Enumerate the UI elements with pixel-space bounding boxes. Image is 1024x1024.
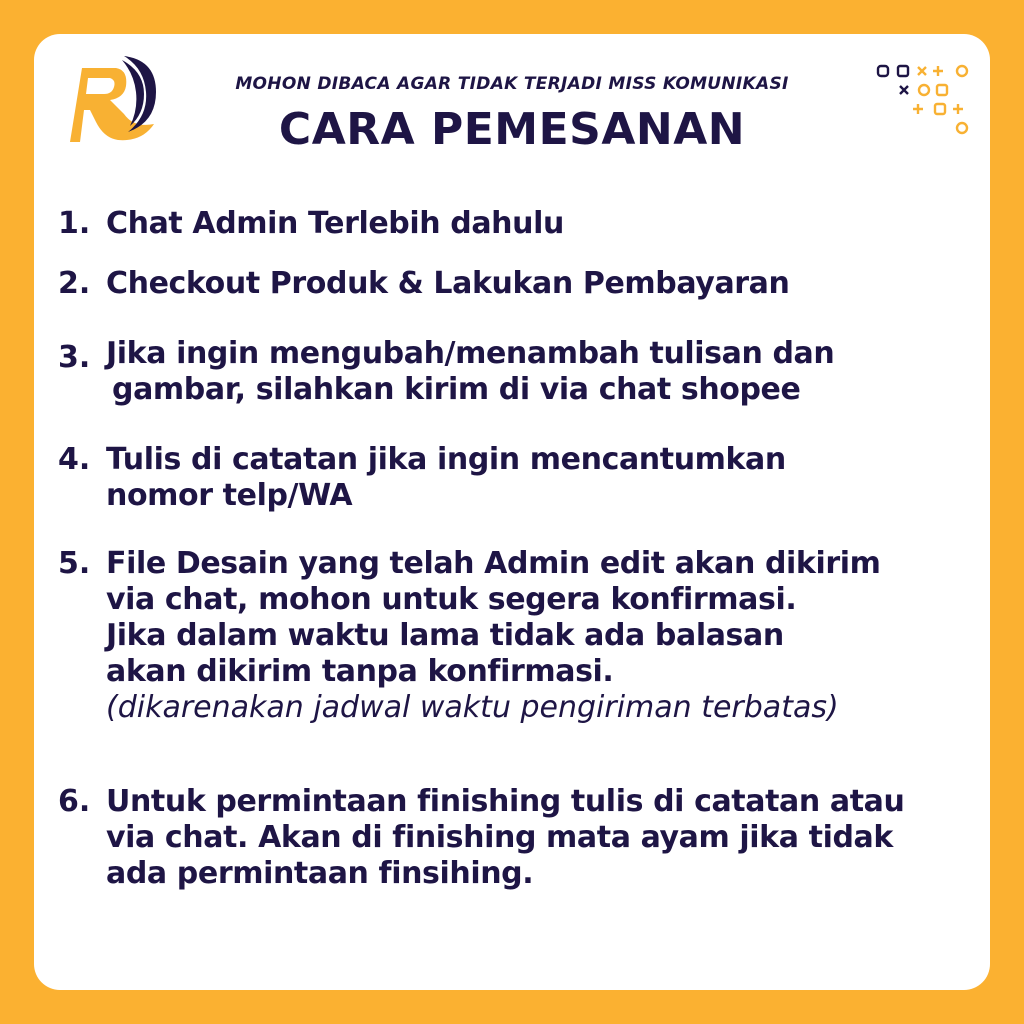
step-text xyxy=(106,784,976,892)
step-line: akan dikirim tanpa konfirmasi. xyxy=(106,654,614,689)
step-note: (dikarenakan jadwal waktu pengiriman terbatas) xyxy=(106,690,839,725)
step-text xyxy=(106,266,976,302)
step-line: ada permintaan finsihing. xyxy=(106,856,534,891)
step-text xyxy=(106,206,976,242)
step-line: via chat, mohon untuk segera konfirmasi. xyxy=(106,582,797,617)
step-number: 2. xyxy=(58,266,91,301)
shapes-pattern-icon xyxy=(872,60,976,140)
step-text xyxy=(106,336,976,408)
step-line: Tulis di catatan jika ingin mencantumkan xyxy=(106,442,786,477)
brand-logo-icon xyxy=(64,52,160,148)
step-line: gambar, silahkan kirim di via chat shopee xyxy=(112,372,801,407)
step-number: 4. xyxy=(58,442,91,477)
step-line: Checkout Produk & Lakukan Pembayaran xyxy=(106,266,790,301)
step-line: via chat. Akan di finishing mata ayam jika tidak xyxy=(106,820,893,855)
step-number: 3. xyxy=(58,340,91,375)
step-line: File Desain yang telah Admin edit akan dikirim xyxy=(106,546,881,581)
step-line: nomor telp/WA xyxy=(106,478,353,513)
step-line: Jika ingin mengubah/menambah tulisan dan xyxy=(106,336,835,371)
step-line: Jika dalam waktu lama tidak ada balasan xyxy=(106,618,784,653)
step-number: 6. xyxy=(58,784,91,819)
step-text xyxy=(106,546,976,726)
step-number: 5. xyxy=(58,546,91,581)
page-title: CARA PEMESANAN xyxy=(278,104,746,155)
page-subtitle: MOHON DIBACA AGAR TIDAK TERJADI MISS KOMUNIKASI xyxy=(235,74,789,94)
step-line: Untuk permintaan finishing tulis di catatan atau xyxy=(106,784,905,819)
step-number: 1. xyxy=(58,206,91,241)
step-line: Chat Admin Terlebih dahulu xyxy=(106,206,564,241)
step-text xyxy=(106,442,976,514)
